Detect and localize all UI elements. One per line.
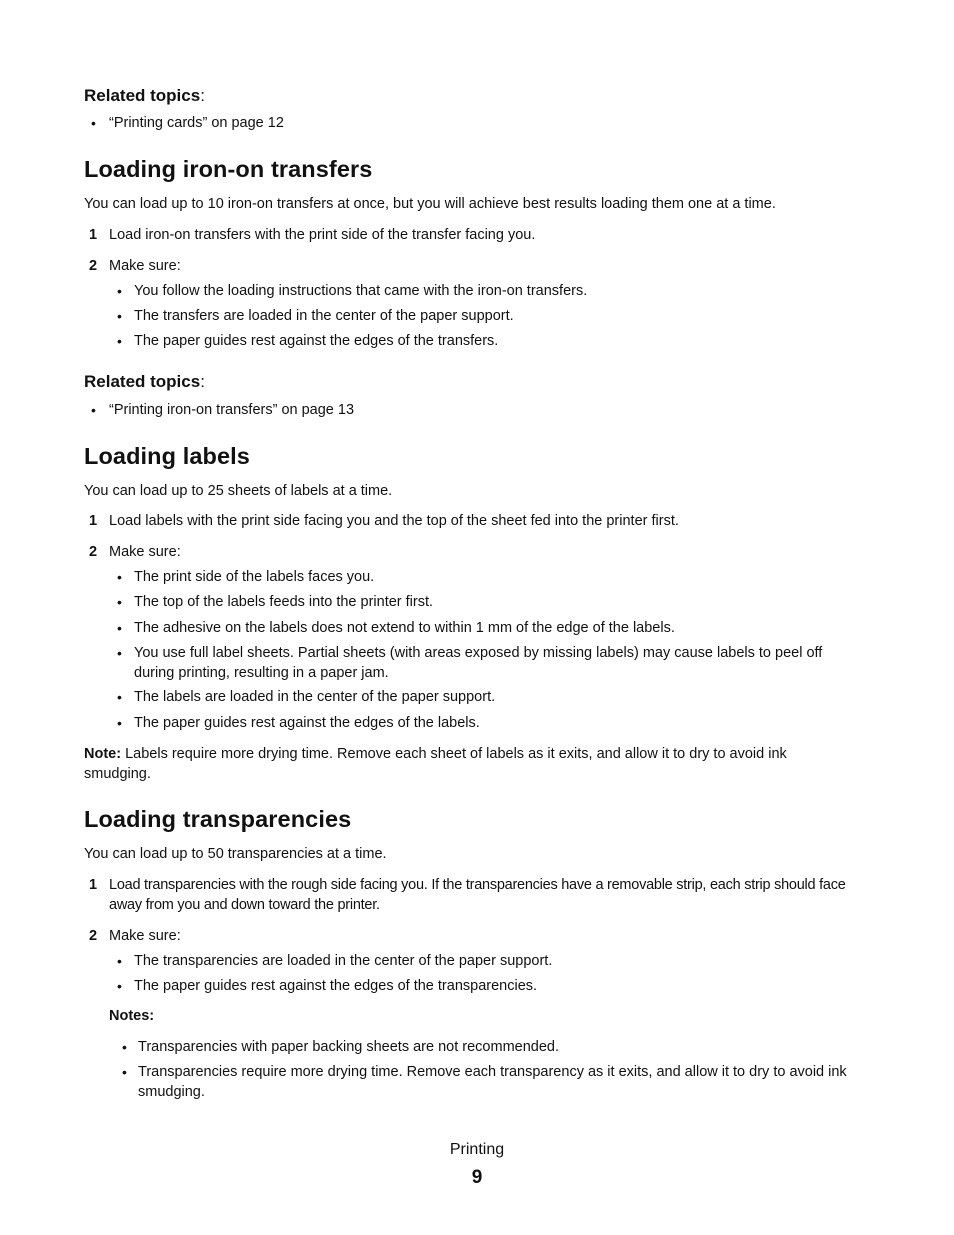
related-topics-heading: Related topics: <box>84 372 205 391</box>
bullet-dot: • <box>117 645 122 661</box>
bullet-dot: • <box>91 115 96 131</box>
step-text: Make sure: <box>109 258 181 274</box>
section-title-transparencies: Loading transparencies <box>84 806 352 832</box>
step-number: 2 <box>89 544 98 560</box>
list-item: You use full label sheets. Partial sheets (with areas exposed by missing labels) may cause labels to peel off during printing, resulting in a paper jam. <box>134 645 823 681</box>
bullet-dot: • <box>117 333 122 349</box>
note-text: Labels require more drying time. Remove each sheet of labels as it exits, and allow it to dry to avoid ink smudging. <box>84 746 787 782</box>
step-text: Load labels with the print side facing you and the top of the sheet fed into the printer first. <box>109 513 679 529</box>
step-text: Make sure: <box>109 928 181 944</box>
list-item: The labels are loaded in the center of the paper support. <box>134 689 496 705</box>
related-topics-heading: Related topics: <box>84 86 205 105</box>
list-item: The top of the labels feeds into the printer first. <box>134 594 434 610</box>
list-item: You follow the loading instructions that came with the iron-on transfers. <box>134 283 588 299</box>
list-item: The transfers are loaded in the center of the paper support. <box>134 308 514 324</box>
bullet-dot: • <box>117 978 122 994</box>
step-text: Load transparencies with the rough side facing you. If the transparencies have a removable strip, each strip should face away from you and down toward the printer. <box>109 877 846 913</box>
bullet-dot: • <box>117 569 122 585</box>
section-title-iron-on: Loading iron-on transfers <box>84 156 373 182</box>
section-intro-transparencies: You can load up to 50 transparencies at a time. <box>84 846 387 862</box>
bullet-dot: • <box>117 283 122 299</box>
bullet-dot: • <box>122 1039 127 1055</box>
related-topic-link-printing-iron-on[interactable]: “Printing iron-on transfers” on page 13 <box>109 402 355 418</box>
step-text: Load iron-on transfers with the print side of the transfer facing you. <box>109 227 536 243</box>
step-number: 2 <box>89 928 98 944</box>
bullet-dot: • <box>117 689 122 705</box>
note-paragraph <box>84 744 844 784</box>
note-label: Note: <box>84 746 122 762</box>
bullet-dot: • <box>117 715 122 731</box>
step-number: 1 <box>89 877 98 893</box>
list-item: The paper guides rest against the edges of the transparencies. <box>134 978 538 994</box>
bullet-dot: • <box>117 308 122 324</box>
section-intro-labels: You can load up to 25 sheets of labels at a time. <box>84 483 393 499</box>
notes-item: Transparencies with paper backing sheets are not recommended. <box>138 1039 559 1055</box>
bullet-dot: • <box>91 402 96 418</box>
related-topic-link-printing-cards[interactable]: “Printing cards” on page 12 <box>109 115 284 131</box>
section-intro-iron-on: You can load up to 10 iron-on transfers at once, but you will achieve best results loading them one at a time. <box>84 196 776 212</box>
bullet-dot: • <box>117 953 122 969</box>
section-title-labels: Loading labels <box>84 443 250 469</box>
step-text: Make sure: <box>109 544 181 560</box>
notes-label: Notes: <box>109 1008 155 1024</box>
step-number: 1 <box>89 513 98 529</box>
bullet-dot: • <box>117 594 122 610</box>
page-number: 9 <box>471 1167 483 1188</box>
list-item: The adhesive on the labels does not extend to within 1 mm of the edge of the labels. <box>134 620 675 636</box>
list-item: The paper guides rest against the edges of the labels. <box>134 715 480 731</box>
list-item: The transparencies are loaded in the center of the paper support. <box>134 953 553 969</box>
list-item: The print side of the labels faces you. <box>134 569 375 585</box>
notes-item: Transparencies require more drying time. Remove each transparency as it exits, and allow it to dry to avoid ink smudging. <box>138 1064 847 1100</box>
bullet-dot: • <box>117 620 122 636</box>
list-item: The paper guides rest against the edges of the transfers. <box>134 333 499 349</box>
footer-section-name: Printing <box>449 1141 505 1158</box>
bullet-dot: • <box>122 1064 127 1080</box>
step-number: 1 <box>89 227 98 243</box>
step-number: 2 <box>89 258 98 274</box>
